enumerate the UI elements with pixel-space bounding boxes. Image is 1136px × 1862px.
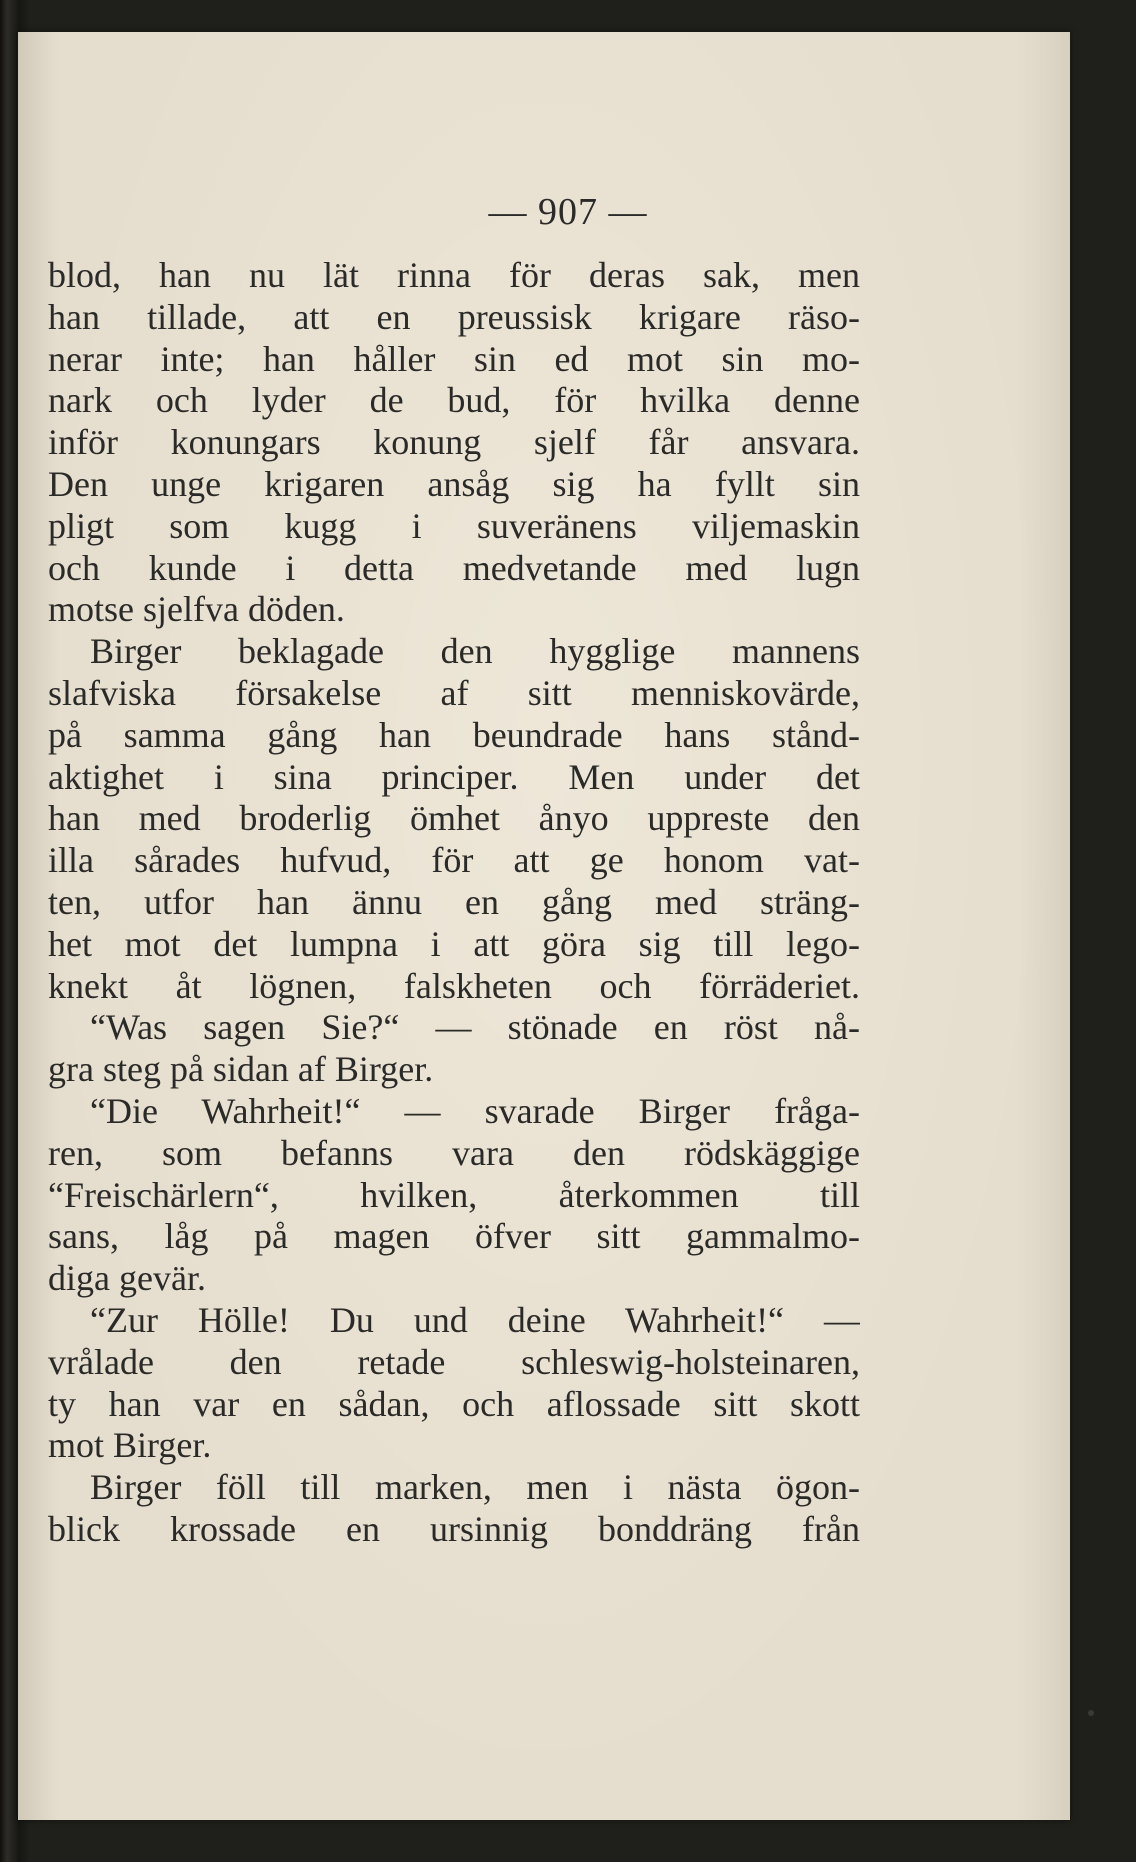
text-line: blod, han nu lät rinna för deras sak, men <box>48 255 860 295</box>
text-line: Den unge krigaren ansåg sig ha fyllt sin <box>48 463 860 504</box>
text-line: knekt åt lögnen, falskheten och förräderiet. <box>48 965 860 1006</box>
text-line: mot Birger. <box>48 1425 212 1466</box>
text-line: Birger föll till marken, men i nästa ögon- <box>90 1467 860 1508</box>
text-line: vrålade den retade schleswig-holsteinaren, <box>48 1341 860 1382</box>
text-line: han med broderlig ömhet ånyo uppreste den <box>48 798 860 839</box>
text-line: diga gevär. <box>48 1258 206 1299</box>
text-line: “Was sagen Sie?“ — stönade en röst nå- <box>90 1007 860 1048</box>
text-line: nerar inte; han håller sin ed mot sin mo- <box>48 338 860 379</box>
text-line: gra steg på sidan af Birger. <box>48 1049 434 1090</box>
text-line: aktighet i sina principer. Men under det <box>48 756 860 797</box>
text-line: och kunde i detta medvetande med lugn <box>48 547 860 588</box>
book-binding-edge <box>0 0 18 1862</box>
text-line: blick krossade en ursinnig bonddräng från <box>48 1508 860 1549</box>
text-line: “Zur Hölle! Du und deine Wahrheit!“ — <box>90 1299 860 1340</box>
ink-speck <box>1088 1710 1094 1716</box>
body-text <box>48 255 860 1551</box>
text-line: ten, utfor han ännu en gång med sträng- <box>48 881 860 922</box>
text-line: illa sårades hufvud, för att ge honom vat- <box>48 840 860 881</box>
text-line: Birger beklagade den hygglige mannens <box>90 631 860 672</box>
text-line: motse sjelfva döden. <box>48 589 345 630</box>
page-number: — 907 — <box>488 191 648 233</box>
text-line: “Die Wahrheit!“ — svarade Birger fråga- <box>90 1090 860 1131</box>
text-line: pligt som kugg i suveränens viljemaskin <box>48 505 860 546</box>
text-line: på samma gång han beundrade hans stånd- <box>48 714 860 755</box>
text-line: han tillade, att en preussisk krigare räso- <box>48 296 860 337</box>
text-line: het mot det lumpna i att göra sig till lego- <box>48 923 860 964</box>
text-line: ty han var en sådan, och aflossade sitt skott <box>48 1383 860 1424</box>
text-line: ren, som befanns vara den rödskäggige <box>48 1132 860 1173</box>
text-line: inför konungars konung sjelf får ansvara. <box>48 422 860 463</box>
text-line: sans, låg på magen öfver sitt gammalmo- <box>48 1216 860 1257</box>
text-line: slafviska försakelse af sitt menniskovärde, <box>48 672 860 713</box>
text-line: nark och lyder de bud, för hvilka denne <box>48 380 860 421</box>
text-line: “Freischärlern“, hvilken, återkommen till <box>48 1174 860 1215</box>
